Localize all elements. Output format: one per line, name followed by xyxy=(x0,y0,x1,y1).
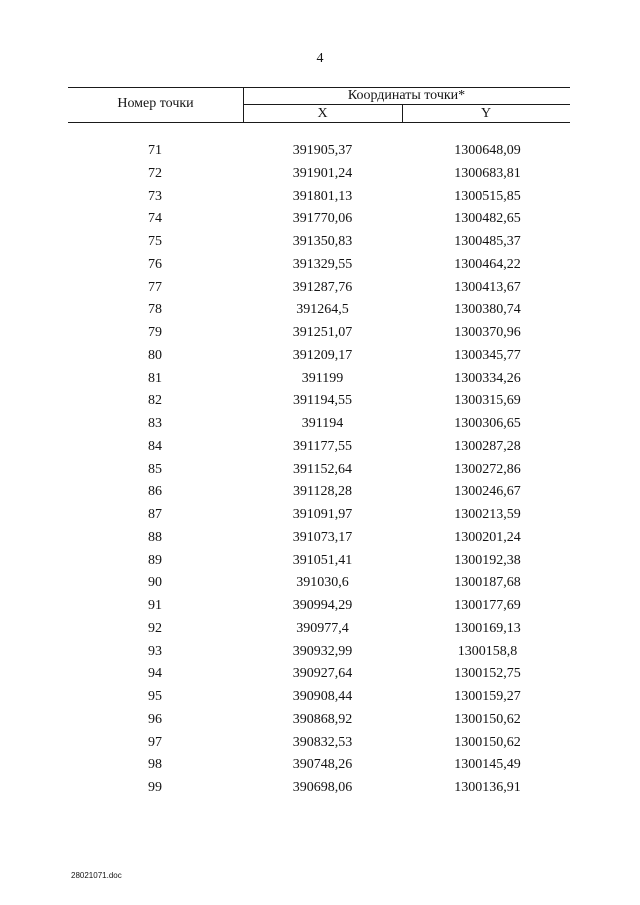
document-filename: 28021071.doc xyxy=(71,871,122,880)
x-coordinate-cell: 390832,53 xyxy=(292,734,353,750)
x-coordinate-cell: 391905,37 xyxy=(292,143,353,158)
point-number-cell: 73 xyxy=(148,188,162,204)
point-number-cell: 82 xyxy=(148,393,162,409)
y-coordinate-cell: 1300413,67 xyxy=(454,279,521,295)
x-coordinate-cell: 391194,55 xyxy=(293,393,352,409)
point-number-cell: 83 xyxy=(148,416,162,431)
point-number-cell: 97 xyxy=(148,734,162,750)
table-row xyxy=(0,777,640,800)
x-coordinate-cell: 391073,17 xyxy=(292,529,353,545)
table-row xyxy=(0,163,640,186)
table-row xyxy=(0,390,640,413)
point-number-cell: 94 xyxy=(148,666,162,682)
table-row xyxy=(0,140,640,163)
header-bottom-rule xyxy=(68,122,570,123)
page-number: 4 xyxy=(316,51,324,66)
table-row xyxy=(0,459,640,482)
point-number-cell: 81 xyxy=(148,370,162,386)
y-coordinate-cell: 1300380,74 xyxy=(454,302,521,318)
point-number-cell: 78 xyxy=(148,302,162,318)
point-number-cell: 79 xyxy=(148,325,162,340)
point-number-cell: 89 xyxy=(148,552,162,568)
x-coordinate-cell: 390932,99 xyxy=(292,643,353,659)
point-number-cell: 91 xyxy=(148,598,162,613)
table-row xyxy=(0,299,640,322)
point-number-cell: 92 xyxy=(148,620,162,636)
x-coordinate-cell: 390977,4 xyxy=(296,620,349,636)
coordinates-table-body xyxy=(0,140,640,800)
y-coordinate-cell: 1300187,68 xyxy=(454,575,521,591)
y-coordinate-cell: 1300482,65 xyxy=(454,211,521,227)
y-coordinate-cell: 1300136,91 xyxy=(454,780,521,795)
point-number-cell: 90 xyxy=(148,575,162,591)
table-row xyxy=(0,527,640,550)
y-coordinate-cell: 1300159,27 xyxy=(454,689,521,704)
y-coordinate-cell: 1300334,26 xyxy=(454,370,521,386)
x-coordinate-cell: 391051,41 xyxy=(292,552,353,568)
x-coordinate-cell: 390927,64 xyxy=(292,666,353,682)
y-coordinate-cell: 1300648,09 xyxy=(454,143,521,158)
table-row xyxy=(0,641,640,664)
table-row xyxy=(0,413,640,436)
table-row xyxy=(0,481,640,504)
x-coordinate-cell: 391177,55 xyxy=(293,438,352,454)
x-coordinate-cell: 391329,55 xyxy=(292,256,353,272)
point-number-cell: 98 xyxy=(148,757,162,773)
y-coordinate-cell: 1300158,8 xyxy=(457,643,518,659)
x-coordinate-cell: 390868,92 xyxy=(292,711,353,727)
coordinates-subheader-rule xyxy=(243,104,570,105)
point-number-cell: 86 xyxy=(148,484,162,500)
x-coordinate-cell: 391194 xyxy=(301,416,344,431)
point-number-cell: 87 xyxy=(148,507,162,522)
x-coordinate-cell: 391209,17 xyxy=(292,347,353,363)
table-row xyxy=(0,686,640,709)
table-row xyxy=(0,572,640,595)
table-row xyxy=(0,436,640,459)
table-row xyxy=(0,550,640,573)
point-number-cell: 93 xyxy=(148,643,162,659)
table-row xyxy=(0,618,640,641)
x-coordinate-cell: 391770,06 xyxy=(292,211,353,227)
table-row xyxy=(0,345,640,368)
y-coordinate-cell: 1300150,62 xyxy=(454,734,521,750)
y-coordinate-cell: 1300192,38 xyxy=(454,552,521,568)
point-number-cell: 96 xyxy=(148,711,162,727)
y-coordinate-cell: 1300201,24 xyxy=(454,529,521,545)
point-number-cell: 80 xyxy=(148,347,162,363)
point-number-header: Номер точки xyxy=(117,96,194,111)
table-row xyxy=(0,254,640,277)
table-row xyxy=(0,322,640,345)
y-coordinate-cell: 1300246,67 xyxy=(454,484,521,500)
x-coordinate-cell: 391350,83 xyxy=(292,234,353,249)
y-coordinate-cell: 1300370,96 xyxy=(454,325,521,340)
coordinates-header: Координаты точки* xyxy=(347,88,466,103)
y-coordinate-cell: 1300152,75 xyxy=(454,666,521,682)
table-row xyxy=(0,277,640,300)
table-row xyxy=(0,368,640,391)
table-row xyxy=(0,754,640,777)
y-coordinate-cell: 1300272,86 xyxy=(454,461,521,477)
point-number-cell: 77 xyxy=(148,279,162,295)
x-coordinate-cell: 391199 xyxy=(301,370,344,386)
y-column-header: Y xyxy=(480,106,492,121)
x-coordinate-cell: 391801,13 xyxy=(292,188,353,204)
y-coordinate-cell: 1300464,22 xyxy=(454,256,521,272)
x-coordinate-cell: 390748,26 xyxy=(292,757,353,773)
y-coordinate-cell: 1300213,59 xyxy=(454,507,521,522)
table-row xyxy=(0,732,640,755)
y-coordinate-cell: 1300515,85 xyxy=(454,188,521,204)
point-number-cell: 75 xyxy=(148,234,162,249)
y-coordinate-cell: 1300315,69 xyxy=(454,393,521,409)
y-coordinate-cell: 1300169,13 xyxy=(454,620,521,636)
y-coordinate-cell: 1300345,77 xyxy=(454,347,521,363)
point-number-cell: 85 xyxy=(148,461,162,477)
table-row xyxy=(0,709,640,732)
table-row xyxy=(0,595,640,618)
table-row xyxy=(0,663,640,686)
point-number-cell: 84 xyxy=(148,438,162,454)
y-coordinate-cell: 1300287,28 xyxy=(454,438,521,454)
point-number-cell: 99 xyxy=(148,780,162,795)
x-coordinate-cell: 390908,44 xyxy=(292,689,353,704)
x-coordinate-cell: 391128,28 xyxy=(293,484,352,500)
point-number-cell: 72 xyxy=(148,165,162,181)
y-coordinate-cell: 1300485,37 xyxy=(454,234,521,249)
x-coordinate-cell: 391901,24 xyxy=(292,165,353,181)
y-coordinate-cell: 1300683,81 xyxy=(454,165,521,181)
y-coordinate-cell: 1300145,49 xyxy=(454,757,521,773)
x-column-header: X xyxy=(317,106,328,121)
point-number-cell: 88 xyxy=(148,529,162,545)
y-coordinate-cell: 1300306,65 xyxy=(454,416,521,431)
x-coordinate-cell: 391251,07 xyxy=(292,325,353,340)
point-number-cell: 95 xyxy=(148,689,162,704)
y-coordinate-cell: 1300150,62 xyxy=(454,711,521,727)
point-number-cell: 71 xyxy=(148,143,162,158)
x-coordinate-cell: 391030,6 xyxy=(296,575,349,591)
x-coordinate-cell: 390698,06 xyxy=(292,780,353,795)
x-coordinate-cell: 391091,97 xyxy=(292,507,353,522)
table-row xyxy=(0,208,640,231)
point-number-cell: 76 xyxy=(148,256,162,272)
x-coordinate-cell: 391287,76 xyxy=(292,279,353,295)
table-row xyxy=(0,504,640,527)
x-coordinate-cell: 391152,64 xyxy=(293,461,352,477)
point-number-cell: 74 xyxy=(148,211,162,227)
x-coordinate-cell: 391264,5 xyxy=(296,302,349,318)
y-coordinate-cell: 1300177,69 xyxy=(454,598,521,613)
x-coordinate-cell: 390994,29 xyxy=(292,598,353,613)
table-row xyxy=(0,186,640,209)
table-row xyxy=(0,231,640,254)
